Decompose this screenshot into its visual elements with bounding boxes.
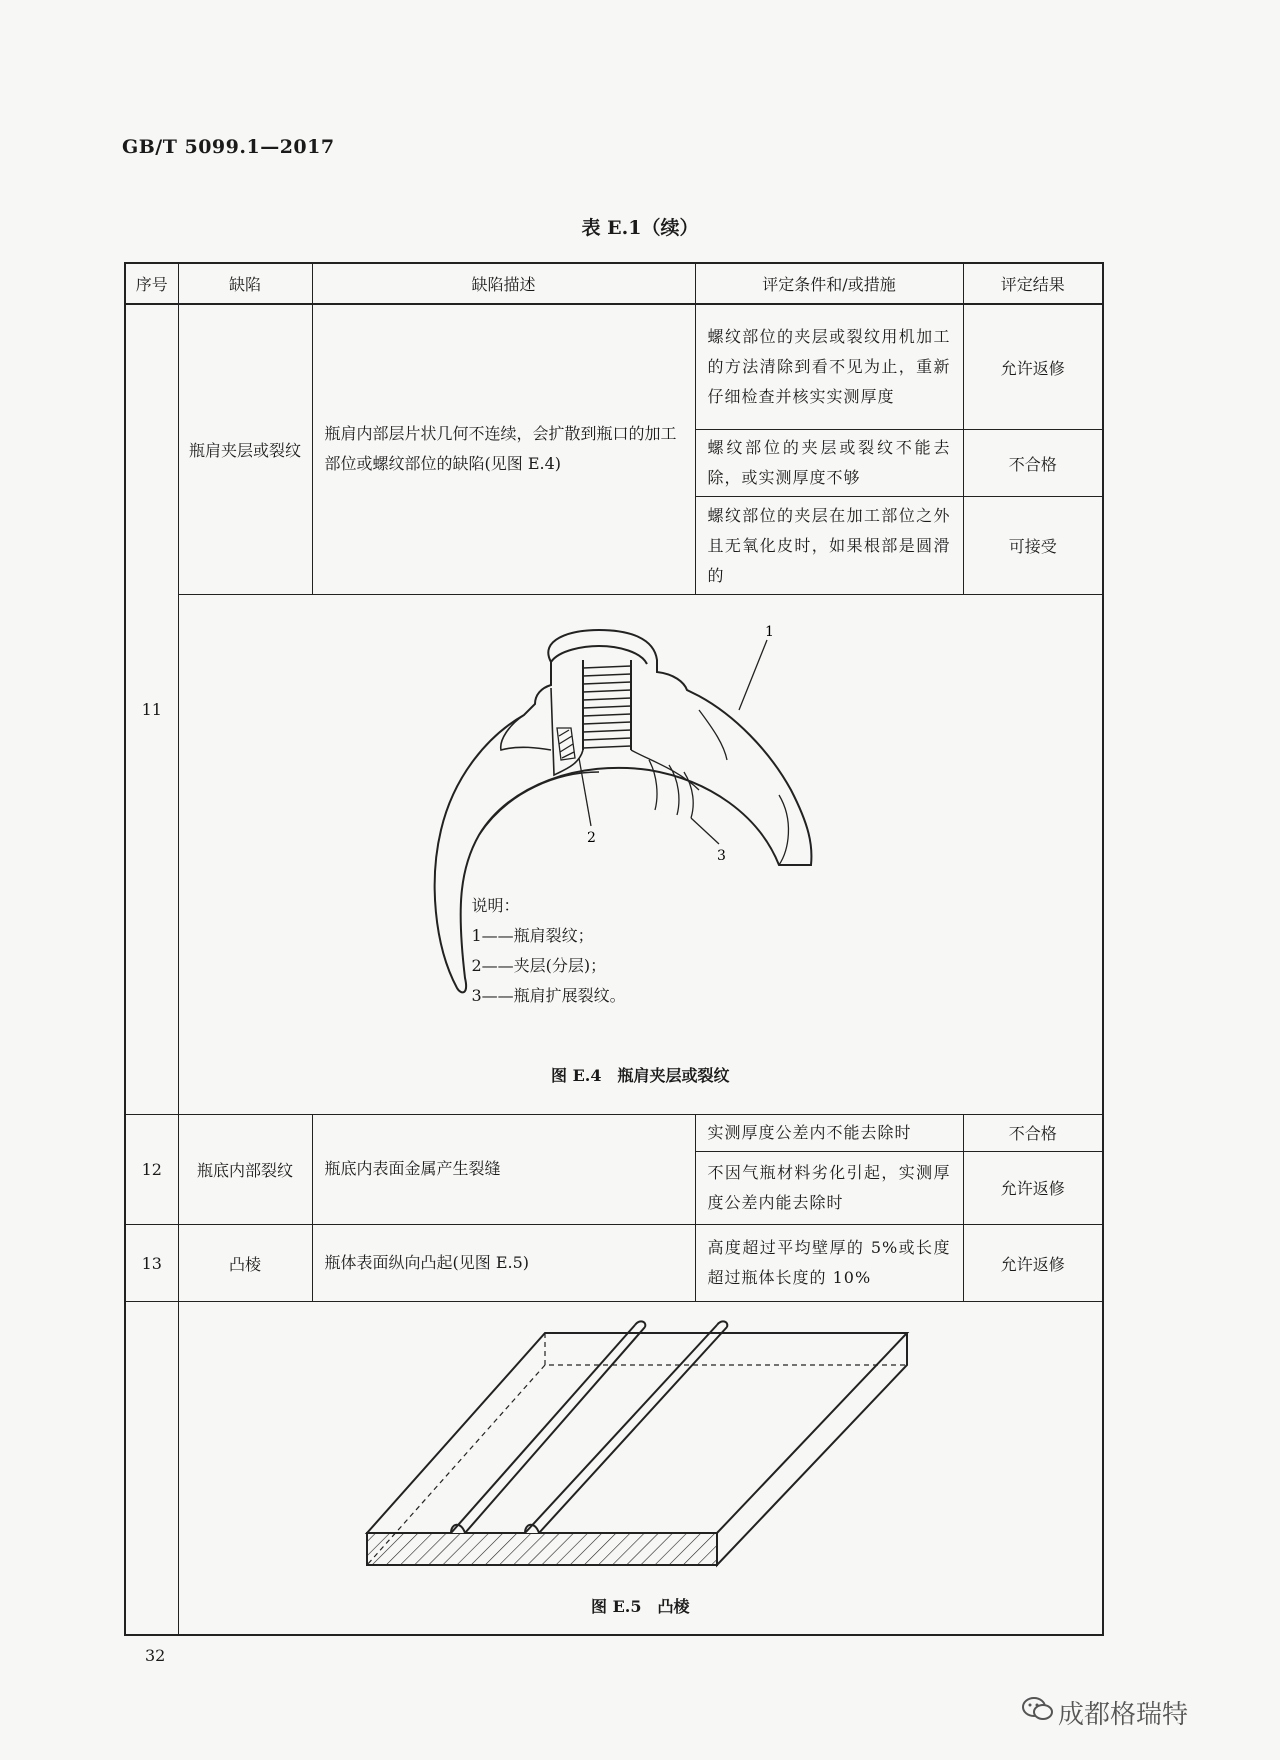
figure-e4-cell [178,595,1103,1115]
figure-e5-caption: 图 E.5 凸棱 [591,1597,690,1617]
result-text: 允许返修 [963,304,1103,430]
result-text: 不合格 [963,1115,1103,1152]
figure-e5-cell [178,1302,1103,1635]
result-text: 不合格 [963,430,1103,497]
result-text: 允许返修 [963,1151,1103,1224]
defect-description: 瓶体表面纵向凸起(见图 E.5) [312,1224,695,1301]
result-text: 可接受 [963,497,1103,595]
figure-e4-legend [472,891,626,1011]
condition-text: 实测厚度公差内不能去除时 [695,1115,963,1152]
wechat-icon [1022,1696,1054,1722]
row-number: 12 [125,1115,178,1225]
legend-title: 说明： [471,896,520,916]
figure-row [125,1302,1103,1635]
defect-name: 凸棱 [178,1224,312,1301]
result-text: 允许返修 [963,1224,1103,1301]
col-header-no: 序号 [125,263,178,304]
defect-description: 瓶底内表面金属产生裂缝 [312,1115,695,1225]
col-header-defect: 缺陷 [178,263,312,304]
defect-name: 瓶底内部裂纹 [178,1115,312,1225]
condition-text: 高度超过平均壁厚的 5%或长度超过瓶体长度的 10% [695,1224,963,1301]
legend-item: 3——瓶肩扩展裂纹。 [471,986,626,1006]
condition-text: 不因气瓶材料劣化引起，实测厚度公差内能去除时 [695,1151,963,1224]
defect-table [124,262,1104,1636]
table-header-row [125,263,1103,304]
table-row [125,1224,1103,1301]
callout-3: 3 [717,847,727,864]
col-header-description: 缺陷描述 [312,263,695,304]
table-row [125,304,1103,430]
figure-e4-drawing [179,600,1101,1110]
empty-cell [125,1302,178,1635]
figure-row [125,595,1103,1115]
figure-e4-caption: 图 E.4 瓶肩夹层或裂纹 [551,1066,730,1086]
callout-1: 1 [765,623,775,640]
condition-text: 螺纹部位的夹层在加工部位之外且无氧化皮时，如果根部是圆滑的 [695,497,963,595]
condition-text: 螺纹部位的夹层或裂纹用机加工的方法清除到看不见为止，重新仔细检查并核实实测厚度 [695,304,963,430]
page-number: 32 [145,1646,166,1665]
row-number: 11 [125,304,178,1115]
defect-description: 瓶肩内部层片状几何不连续，会扩散到瓶口的加工部位或螺纹部位的缺陷(见图 E.4) [312,304,695,595]
col-header-result: 评定结果 [963,263,1103,304]
figure-e5-drawing [179,1305,1101,1631]
defect-name: 瓶肩夹层或裂纹 [178,304,312,595]
table-row [125,1115,1103,1152]
watermark-text: 成都格瑞特 [1058,1700,1189,1730]
col-header-conditions: 评定条件和/或措施 [695,263,963,304]
callout-2: 2 [587,829,597,846]
row-number: 13 [125,1224,178,1301]
table-caption: 表 E.1（续） [581,217,699,239]
legend-item: 2——夹层(分层)； [471,956,607,976]
legend-item: 1——瓶肩裂纹； [471,926,594,946]
condition-text: 螺纹部位的夹层或裂纹不能去除，或实测厚度不够 [695,430,963,497]
standard-code: GB/T 5099.1—2017 [122,136,335,158]
